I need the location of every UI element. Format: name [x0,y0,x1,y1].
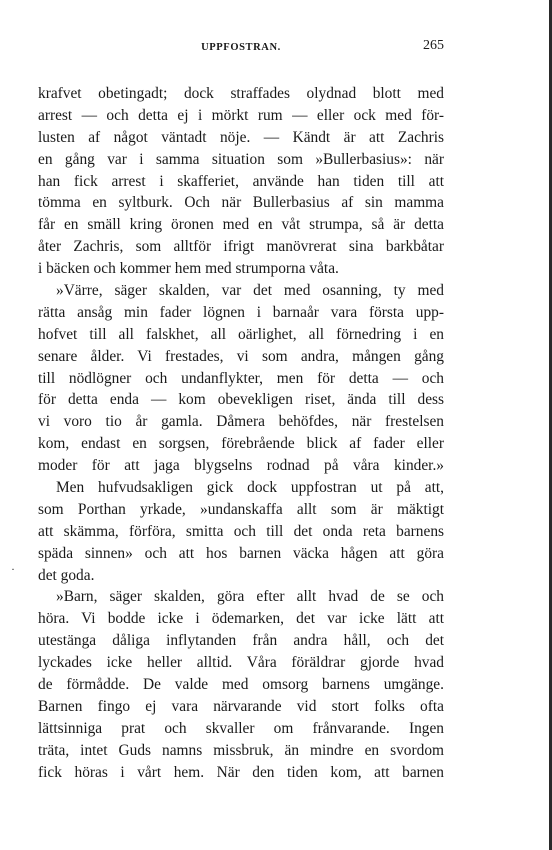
text-line: utestänga dåliga inflytanden från andra håll, och det [38,632,444,650]
text-line: fick höras i vårt hem. När den tiden kom, att barnen [38,763,444,781]
margin-mark: · [11,562,15,576]
text-line: »Värre, säger skalden, var det med osanning, ty med [56,282,444,300]
text-line: späda sinnen» och att hos barnen väcka hågen att göra [38,544,444,562]
running-head [38,38,444,58]
text-line: hofvet till all falskhet, all oärlighet, all förnedring i en [38,325,444,343]
text-line: åter Zachris, som alltför ifrigt manövrerat sina barkbåtar [38,238,444,256]
text-line: Barnen fingo ej vara närvarande vid stort folks ofta [38,697,444,715]
body-text [38,83,444,784]
page-number: 265 [423,38,444,53]
text-line: höra. Vi bodde icke i ödemarken, det var icke lätt att [38,610,444,628]
text-line: träta, intet Guds namns missbruk, än mindre en svordom [38,741,444,759]
text-line: i bäcken och kommer hem med strumporna våta. [38,260,339,278]
text-line: »Barn, säger skalden, göra efter allt hvad de se och [56,588,444,606]
text-line: senare ålder. Vi frestades, vi som andra, mången gång [38,347,444,365]
text-line: som Porthan yrkade, »undanskaffa allt som är mäktigt [38,500,444,518]
text-line: lusten af något väntadt nöje. — Kändt är att Zachris [38,128,444,146]
text-line: att skämma, förföra, smitta och till det onda reta barnens [38,522,444,540]
text-line: får en smäll kring öronen med en våt strumpa, så är detta [38,216,444,234]
text-line: lättsinniga prat och skvaller om frånvarande. Ingen [38,719,444,737]
text-line: det goda. [38,566,95,584]
text-line: han fick arrest i skafferiet, använde han tiden till att [38,172,444,190]
text-line: tömma en syltburk. Och när Bullerbasius af sin mamma [38,194,444,212]
text-line: rätta ansåg min fader lögnen i barnaår vara första upp- [38,303,444,321]
text-line: för detta enda — kom obevekligen riset, ända till dess [38,391,444,409]
text-line: Men hufvudsakligen gick dock uppfostran ut på att, [56,479,444,497]
text-line: moder för att jaga blygselns rodnad på våra kinder.» [38,457,444,475]
text-line: till nödlögner och undanflykter, men för detta — och [38,369,444,387]
text-line: en gång var i samma situation som »Bullerbasius»: när [38,150,444,168]
text-line: de förmådde. De valde med omsorg barnens umgänge. [38,676,444,694]
text-line: kom, endast en sorgsen, förebrående blick af fader eller [38,435,444,453]
running-head-title: UPPFOSTRAN. [201,42,281,53]
text-line: lyckades icke heller alltid. Våra föräldrar gjorde hvad [38,654,444,672]
text-line: arrest — och detta ej i mörkt rum — eller ock med för- [38,106,444,124]
text-line: vi voro tio år gamla. Dåmera behöfdes, när frestelsen [38,413,444,431]
text-line: krafvet obetingadt; dock straffades olydnad blott med [38,85,444,102]
